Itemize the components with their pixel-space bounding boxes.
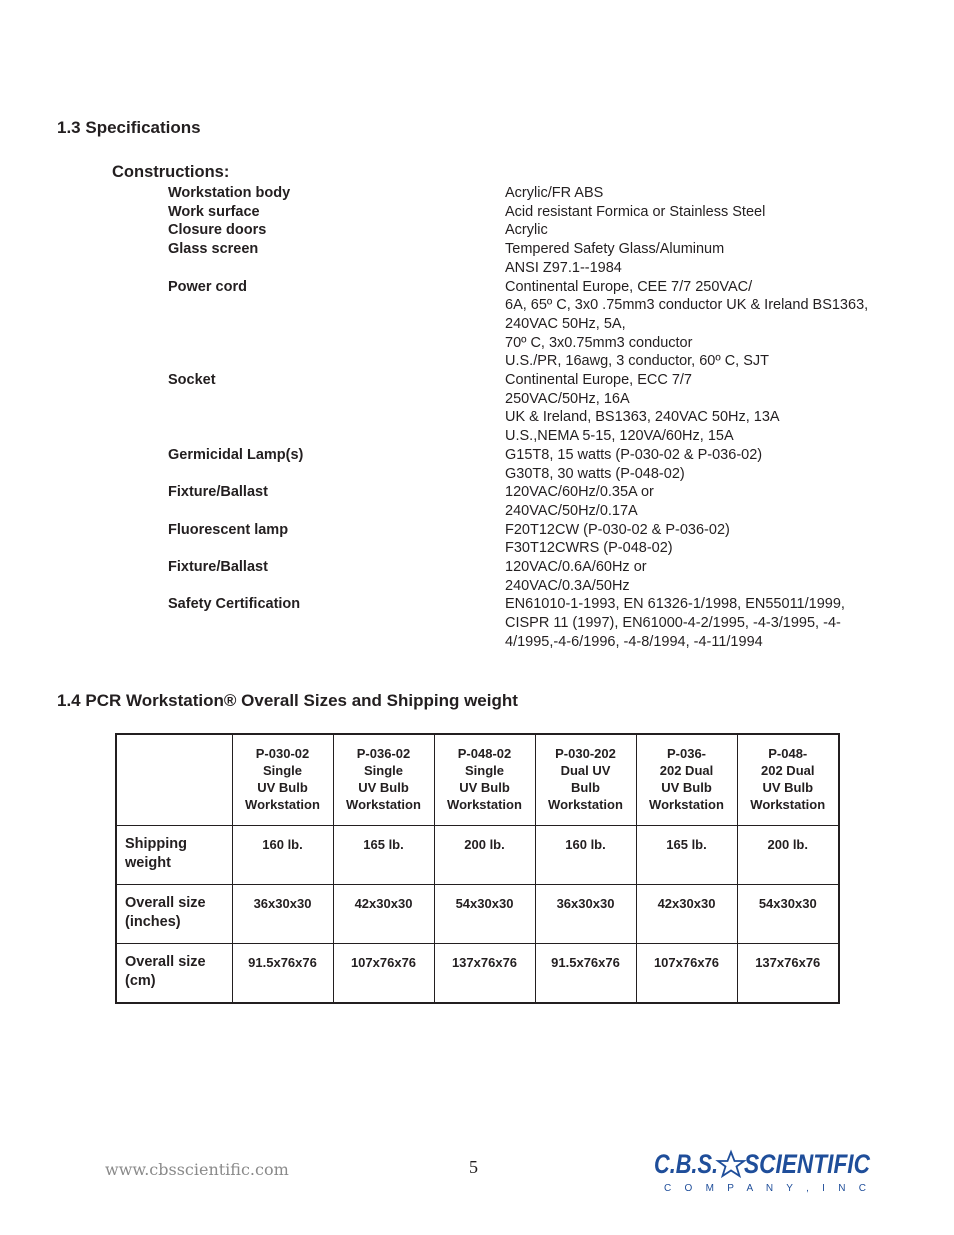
spec-value — [505, 221, 548, 240]
column-header-line: Workstation — [548, 797, 623, 812]
spec-label: Fluorescent lamp — [168, 521, 289, 538]
table-column-header — [434, 734, 535, 826]
column-header-line: UV Bulb — [762, 780, 814, 795]
table-row — [116, 944, 839, 1004]
table-row-header — [116, 944, 232, 1004]
spec-value — [505, 203, 765, 222]
column-header-line: Bulb — [571, 780, 600, 795]
table-column-header — [737, 734, 839, 826]
table-row — [116, 885, 839, 944]
spec-value-line: Continental Europe, CEE 7/7 250VAC/ — [505, 278, 753, 295]
spec-value-line: EN61010-1-1993, EN 61326-1/1998, EN55011/1999, — [505, 596, 845, 613]
spec-value-line: ANSI Z97.1--1984 — [505, 259, 622, 276]
company-logo — [654, 1148, 872, 1196]
spec-value-line: Acrylic/FR ABS — [505, 185, 604, 201]
table-cell: 91.5x76x76 — [232, 944, 333, 1004]
table-cell: 54x30x30 — [737, 885, 839, 944]
column-header-line: 202 Dual — [761, 763, 815, 778]
spec-label: Socket — [168, 372, 216, 388]
column-header-line: Single — [363, 763, 403, 778]
spec-value-line: 240VAC/50Hz/0.17A — [505, 502, 638, 519]
table-corner-cell — [116, 734, 232, 826]
table-column-header — [232, 734, 333, 826]
spec-value-line: 120VAC/60Hz/0.35A or — [505, 484, 654, 501]
table-row-header — [116, 885, 232, 944]
spec-value-line: Acrylic — [505, 222, 548, 239]
column-header-line: P-036-02 — [356, 746, 411, 761]
svg-text:C O M P A N Y , I N C: C O M P A N Y , I N C — [664, 1183, 866, 1194]
svg-text:SCIENTIFIC: SCIENTIFIC — [744, 1149, 871, 1179]
table-header-row — [116, 734, 839, 826]
spec-value — [505, 558, 647, 595]
table-cell: 42x30x30 — [333, 885, 434, 944]
spec-value — [505, 278, 868, 372]
column-header-line: UV Bulb — [358, 780, 409, 795]
section-title-sizes: 1.4 PCR Workstation® Overall Sizes and Shipping weight — [57, 691, 518, 710]
table-row — [116, 826, 839, 885]
table-cell: 137x76x76 — [737, 944, 839, 1004]
column-header-line: Workstation — [447, 797, 522, 812]
table-cell: 42x30x30 — [636, 885, 737, 944]
column-header-line: Workstation — [750, 797, 826, 812]
spec-value — [505, 184, 603, 203]
spec-value — [505, 371, 780, 446]
row-header-line: (inches) — [125, 914, 181, 930]
table-cell: 160 lb. — [535, 826, 636, 885]
table-cell: 165 lb. — [636, 826, 737, 885]
sizes-table — [115, 733, 840, 1004]
spec-value-line: U.S./PR, 16awg, 3 conductor, 60º C, SJT — [505, 353, 770, 370]
spec-value-line: Acid resistant Formica or Stainless Steel — [505, 203, 766, 220]
row-header-line: weight — [125, 855, 171, 871]
column-header-line: P-030-202 — [555, 746, 616, 761]
table-column-header — [333, 734, 434, 826]
spec-value-line: UK & Ireland, BS1363, 240VAC 50Hz, 13A — [505, 409, 780, 426]
spec-value-line: 4/1995,-4-6/1996, -4-8/1994, -4-11/1994 — [505, 633, 763, 650]
column-header-line: Workstation — [346, 797, 421, 812]
column-header-line: UV Bulb — [459, 780, 510, 795]
spec-value-line: U.S.,NEMA 5-15, 120VA/60Hz, 15A — [505, 428, 734, 445]
spec-value — [505, 595, 845, 651]
spec-label: Power cord — [168, 278, 247, 295]
spec-label: Fixture/Ballast — [168, 559, 268, 575]
column-header-line: UV Bulb — [257, 780, 308, 795]
table-cell: 54x30x30 — [434, 885, 535, 944]
table-column-header — [636, 734, 737, 826]
spec-value-line: F20T12CW (P-030-02 & P-036-02) — [505, 521, 730, 538]
row-header-line: (cm) — [125, 973, 156, 989]
table-cell: 91.5x76x76 — [535, 944, 636, 1004]
spec-label: Work surface — [168, 203, 260, 220]
table-cell: 107x76x76 — [636, 944, 737, 1004]
spec-label: Safety Certification — [168, 596, 301, 613]
table-cell: 107x76x76 — [333, 944, 434, 1004]
spec-value-line: 250VAC/50Hz, 16A — [505, 390, 630, 407]
column-header-line: Workstation — [649, 797, 724, 812]
row-header-line: Shipping — [125, 836, 188, 852]
spec-label: Closure doors — [168, 222, 267, 239]
spec-value-line: Continental Europe, ECC 7/7 — [505, 372, 692, 388]
spec-value — [505, 240, 724, 277]
spec-label: Germicidal Lamp(s) — [168, 446, 304, 463]
table-cell: 160 lb. — [232, 826, 333, 885]
table-cell: 200 lb. — [434, 826, 535, 885]
column-header-line: Single — [262, 763, 302, 778]
column-header-line: 202 Dual — [659, 763, 714, 778]
section-title-specifications: 1.3 Specifications — [57, 118, 201, 137]
spec-value-line: 70º C, 3x0.75mm3 conductor — [505, 334, 693, 351]
column-header-line: Workstation — [245, 797, 320, 812]
star-icon — [718, 1152, 744, 1176]
column-header-line: Dual UV — [560, 763, 611, 778]
spec-value-line: F30T12CWRS (P-048-02) — [505, 540, 673, 557]
column-header-line: P-036- — [666, 746, 707, 761]
spec-value — [505, 483, 654, 520]
footer-website: www.cbsscientific.com — [105, 1160, 289, 1179]
spec-label: Workstation body — [168, 185, 291, 201]
table-cell: 36x30x30 — [535, 885, 636, 944]
column-header-line: UV Bulb — [661, 780, 712, 795]
column-header-line: P-048-02 — [457, 746, 512, 761]
cbs-scientific-logo — [654, 1148, 872, 1196]
spec-value-line: 120VAC/0.6A/60Hz or — [505, 559, 647, 575]
column-header-line: P-048- — [768, 746, 808, 761]
page-number: 5 — [469, 1157, 478, 1177]
table-cell: 137x76x76 — [434, 944, 535, 1004]
table-cell: 36x30x30 — [232, 885, 333, 944]
spec-value — [505, 446, 762, 483]
row-header-line: Overall size — [125, 895, 206, 911]
table-row-header — [116, 826, 232, 885]
table-cell: 200 lb. — [737, 826, 839, 885]
spec-value-line: CISPR 11 (1997), EN61000-4-2/1995, -4-3/1995, -4- — [505, 615, 841, 632]
spec-value-line: 6A, 65º C, 3x0 .75mm3 conductor UK & Ireland BS1363, — [505, 297, 869, 314]
spec-value — [505, 521, 730, 558]
spec-value-line: 240VAC 50Hz, 5A, — [505, 315, 626, 332]
spec-value-line: G30T8, 30 watts (P-048-02) — [505, 465, 685, 482]
spec-label: Glass screen — [168, 241, 259, 258]
column-header-line: P-030-02 — [255, 746, 310, 761]
column-header-line: Single — [464, 763, 504, 778]
table-column-header — [535, 734, 636, 826]
svg-text:C.B.S.: C.B.S. — [654, 1149, 718, 1179]
constructions-heading: Constructions: — [112, 163, 230, 181]
table-cell: 165 lb. — [333, 826, 434, 885]
row-header-line: Overall size — [125, 954, 206, 970]
spec-label: Fixture/Ballast — [168, 484, 268, 501]
spec-value-line: Tempered Safety Glass/Aluminum — [505, 241, 725, 258]
spec-value-line: G15T8, 15 watts (P-030-02 & P-036-02) — [505, 446, 763, 463]
spec-value-line: 240VAC/0.3A/50Hz — [505, 577, 630, 594]
